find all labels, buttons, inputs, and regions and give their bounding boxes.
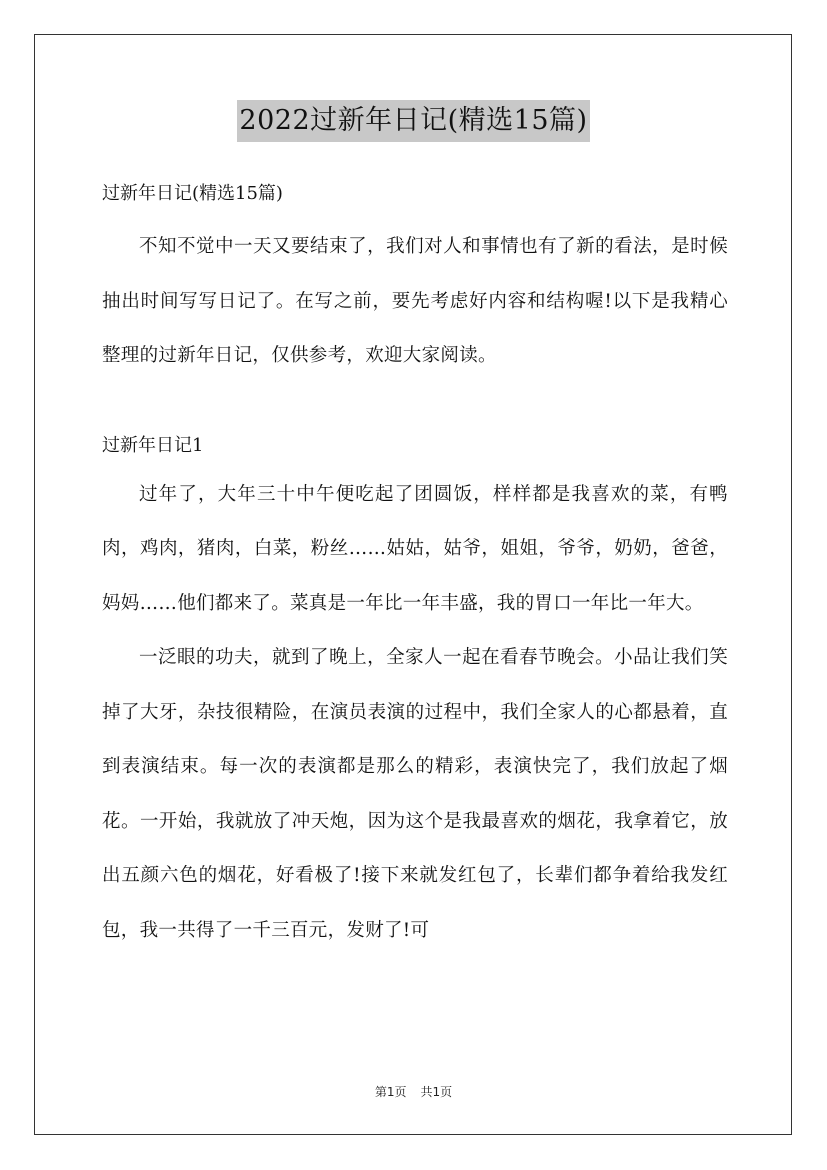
body-paragraph-2: 一泛眼的功夫，就到了晚上，全家人一起在看春节晚会。小品让我们笑掉了大牙，杂技很精险，在演员表演的过程中，我们全家人的心都悬着，直到表演结束。每一次的表演都是那么的精彩，表演快完了，我们放起了烟花。一开始，我就放了冲天炮，因为这个是我最喜欢的烟花，我拿着它，放出五颜六色的烟花，好看极了!接下来就发红包了，长辈们都争着给我发红包，我一共得了一千三百元，发财了!可 (102, 647, 728, 941)
intro-paragraph: 不知不觉中一天又要结束了，我们对人和事情也有了新的看法，是时候抽出时间写写日记了。在写之前，要先考虑好内容和结构喔!以下是我精心整理的过新年日记，仅供参考，欢迎大家阅读。 (102, 236, 728, 366)
body-paragraph-1: 过年了，大年三十中午便吃起了团圆饭，样样都是我喜欢的菜，有鸭肉，鸡肉，猪肉，白菜，粉丝……姑姑，姑爷，姐姐，爷爷，奶奶，爸爸，妈妈……他们都来了。菜真是一年比一年丰盛，我的胃口一年比一年大。 (102, 483, 728, 614)
page-footer (0, 1084, 827, 1100)
section-heading: 过新年日记1 (102, 434, 204, 456)
title-container (0, 100, 827, 142)
document-title: 2022过新年日记(精选15篇) (237, 100, 589, 142)
spacer (102, 384, 728, 424)
document-subtitle: 过新年日记(精选15篇) (102, 183, 283, 204)
page-total: 共1页 (420, 1085, 453, 1099)
page-number: 第1页 (374, 1085, 407, 1099)
document-body (102, 172, 728, 958)
